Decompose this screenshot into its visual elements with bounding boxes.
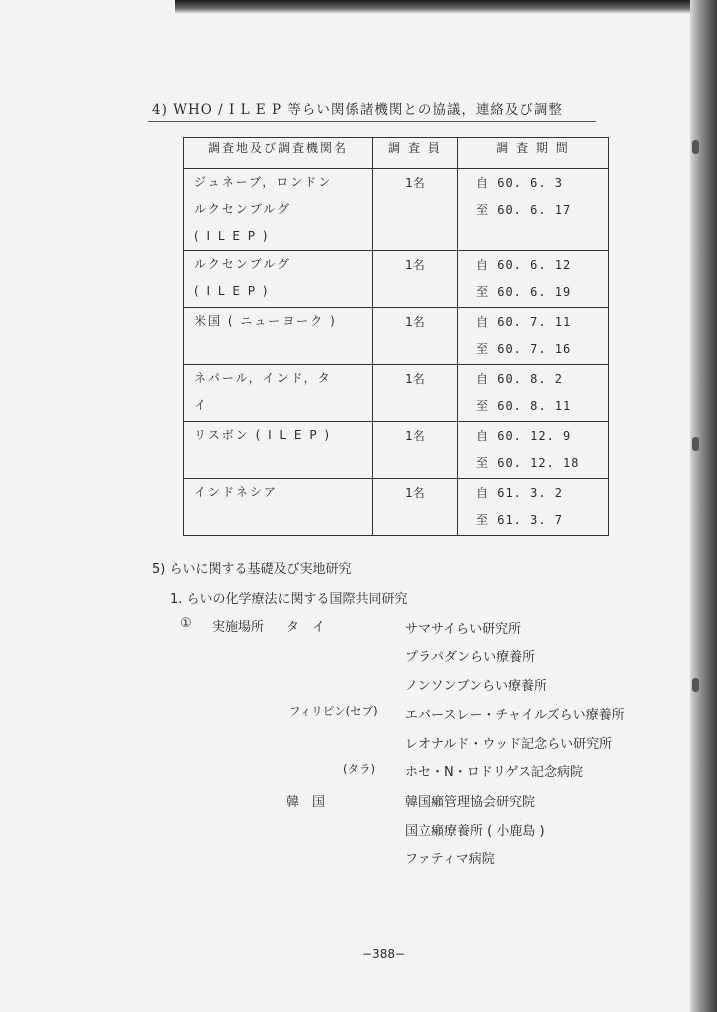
country-tala: (タラ) — [343, 762, 375, 776]
place-cell — [184, 479, 373, 536]
count-cell: 1名 — [373, 308, 458, 365]
binding-mark — [692, 437, 699, 451]
country-korea: 韓 国 — [286, 795, 326, 810]
count-cell: 1名 — [373, 479, 458, 536]
table-header-row — [184, 138, 609, 169]
table-row — [184, 169, 609, 251]
country-philippines-cebu: フィリピン(セブ) — [289, 704, 378, 718]
period-cell — [458, 479, 609, 536]
institution-item: ノンソンブンらい療養所 — [405, 679, 547, 694]
institution-item: サマサイらい研究所 — [405, 622, 522, 637]
section4-heading: 4) WHO / I L E P 等らい関係諸機関との協議，連絡及び調整 — [152, 102, 563, 118]
table-row — [184, 365, 609, 422]
institution-item: エバースレー・チャイルズらい療養所 — [405, 708, 625, 723]
period-to: 至 60. 7. 16 — [476, 342, 572, 356]
place-line: ( I L E P ) — [194, 284, 270, 298]
scan-shadow-top — [175, 0, 700, 14]
page-number: −388− — [362, 947, 406, 961]
institution-item: レオナルド・ウッド記念らい研究所 — [405, 737, 613, 752]
place-cell — [184, 251, 373, 308]
period-from: 自 60. 6. 3 — [476, 176, 564, 190]
subsection-1-heading: 1. らいの化学療法に関する国際共同研究 — [170, 592, 408, 607]
count-cell: 1名 — [373, 251, 458, 308]
place-cell — [184, 365, 373, 422]
period-from: 自 61. 3. 2 — [476, 486, 564, 500]
period-from: 自 60. 6. 12 — [476, 258, 572, 272]
place-line: インドネシア — [194, 485, 278, 499]
period-to: 至 60. 6. 19 — [476, 285, 572, 299]
item-label: 実施場所 — [212, 620, 265, 635]
institution-item: プラパダンらい療養所 — [405, 650, 536, 665]
period-cell — [458, 365, 609, 422]
period-cell — [458, 169, 609, 251]
period-to: 至 61. 3. 7 — [476, 513, 564, 527]
place-line: ルクセンブルグ — [194, 202, 292, 216]
table-row — [184, 479, 609, 536]
period-cell — [458, 422, 609, 479]
period-from: 自 60. 12. 9 — [476, 429, 572, 443]
section5-heading: 5) らいに関する基礎及び実地研究 — [152, 562, 352, 577]
table-row — [184, 308, 609, 365]
heading-rule — [148, 121, 596, 122]
col-header-count: 調 査 員 — [373, 138, 458, 169]
institution-item: ホセ・N・ロドリゲス記念病院 — [405, 765, 583, 780]
place-line: ジュネーブ，ロンドン — [194, 175, 333, 189]
place-cell — [184, 422, 373, 479]
institution-item: 韓国癩管理協会研究院 — [405, 795, 536, 810]
place-cell — [184, 169, 373, 251]
country-thailand: タ イ — [286, 620, 326, 635]
institution-item: ファティマ病院 — [405, 852, 495, 867]
place-cell — [184, 308, 373, 365]
place-line: ( I L E P ) — [194, 229, 270, 243]
col-header-place: 調査地及び調査機関名 — [184, 138, 373, 169]
place-line: リスボン ( I L E P ) — [194, 428, 332, 442]
place-line: ルクセンブルグ — [194, 257, 292, 271]
period-cell — [458, 251, 609, 308]
period-to: 至 60. 8. 11 — [476, 399, 572, 413]
period-to: 至 60. 6. 17 — [476, 203, 572, 217]
count-cell: 1名 — [373, 365, 458, 422]
table-row — [184, 251, 609, 308]
binding-mark — [692, 140, 699, 154]
period-cell — [458, 308, 609, 365]
place-line: ネパール，インド，タ — [194, 371, 332, 385]
col-header-period: 調 査 期 間 — [458, 138, 609, 169]
count-cell: 1名 — [373, 169, 458, 251]
period-from: 自 60. 8. 2 — [476, 372, 564, 386]
binding-mark — [692, 678, 699, 692]
survey-table — [183, 137, 609, 536]
place-line: 米国 ( ニューヨーク ) — [194, 314, 337, 328]
table-row — [184, 422, 609, 479]
place-line: イ — [194, 398, 209, 412]
count-cell: 1名 — [373, 422, 458, 479]
period-to: 至 60. 12. 18 — [476, 456, 580, 470]
institution-item: 国立癩療養所 ( 小鹿島 ) — [405, 824, 545, 839]
item-marker: ① — [180, 616, 192, 631]
period-from: 自 60. 7. 11 — [476, 315, 572, 329]
